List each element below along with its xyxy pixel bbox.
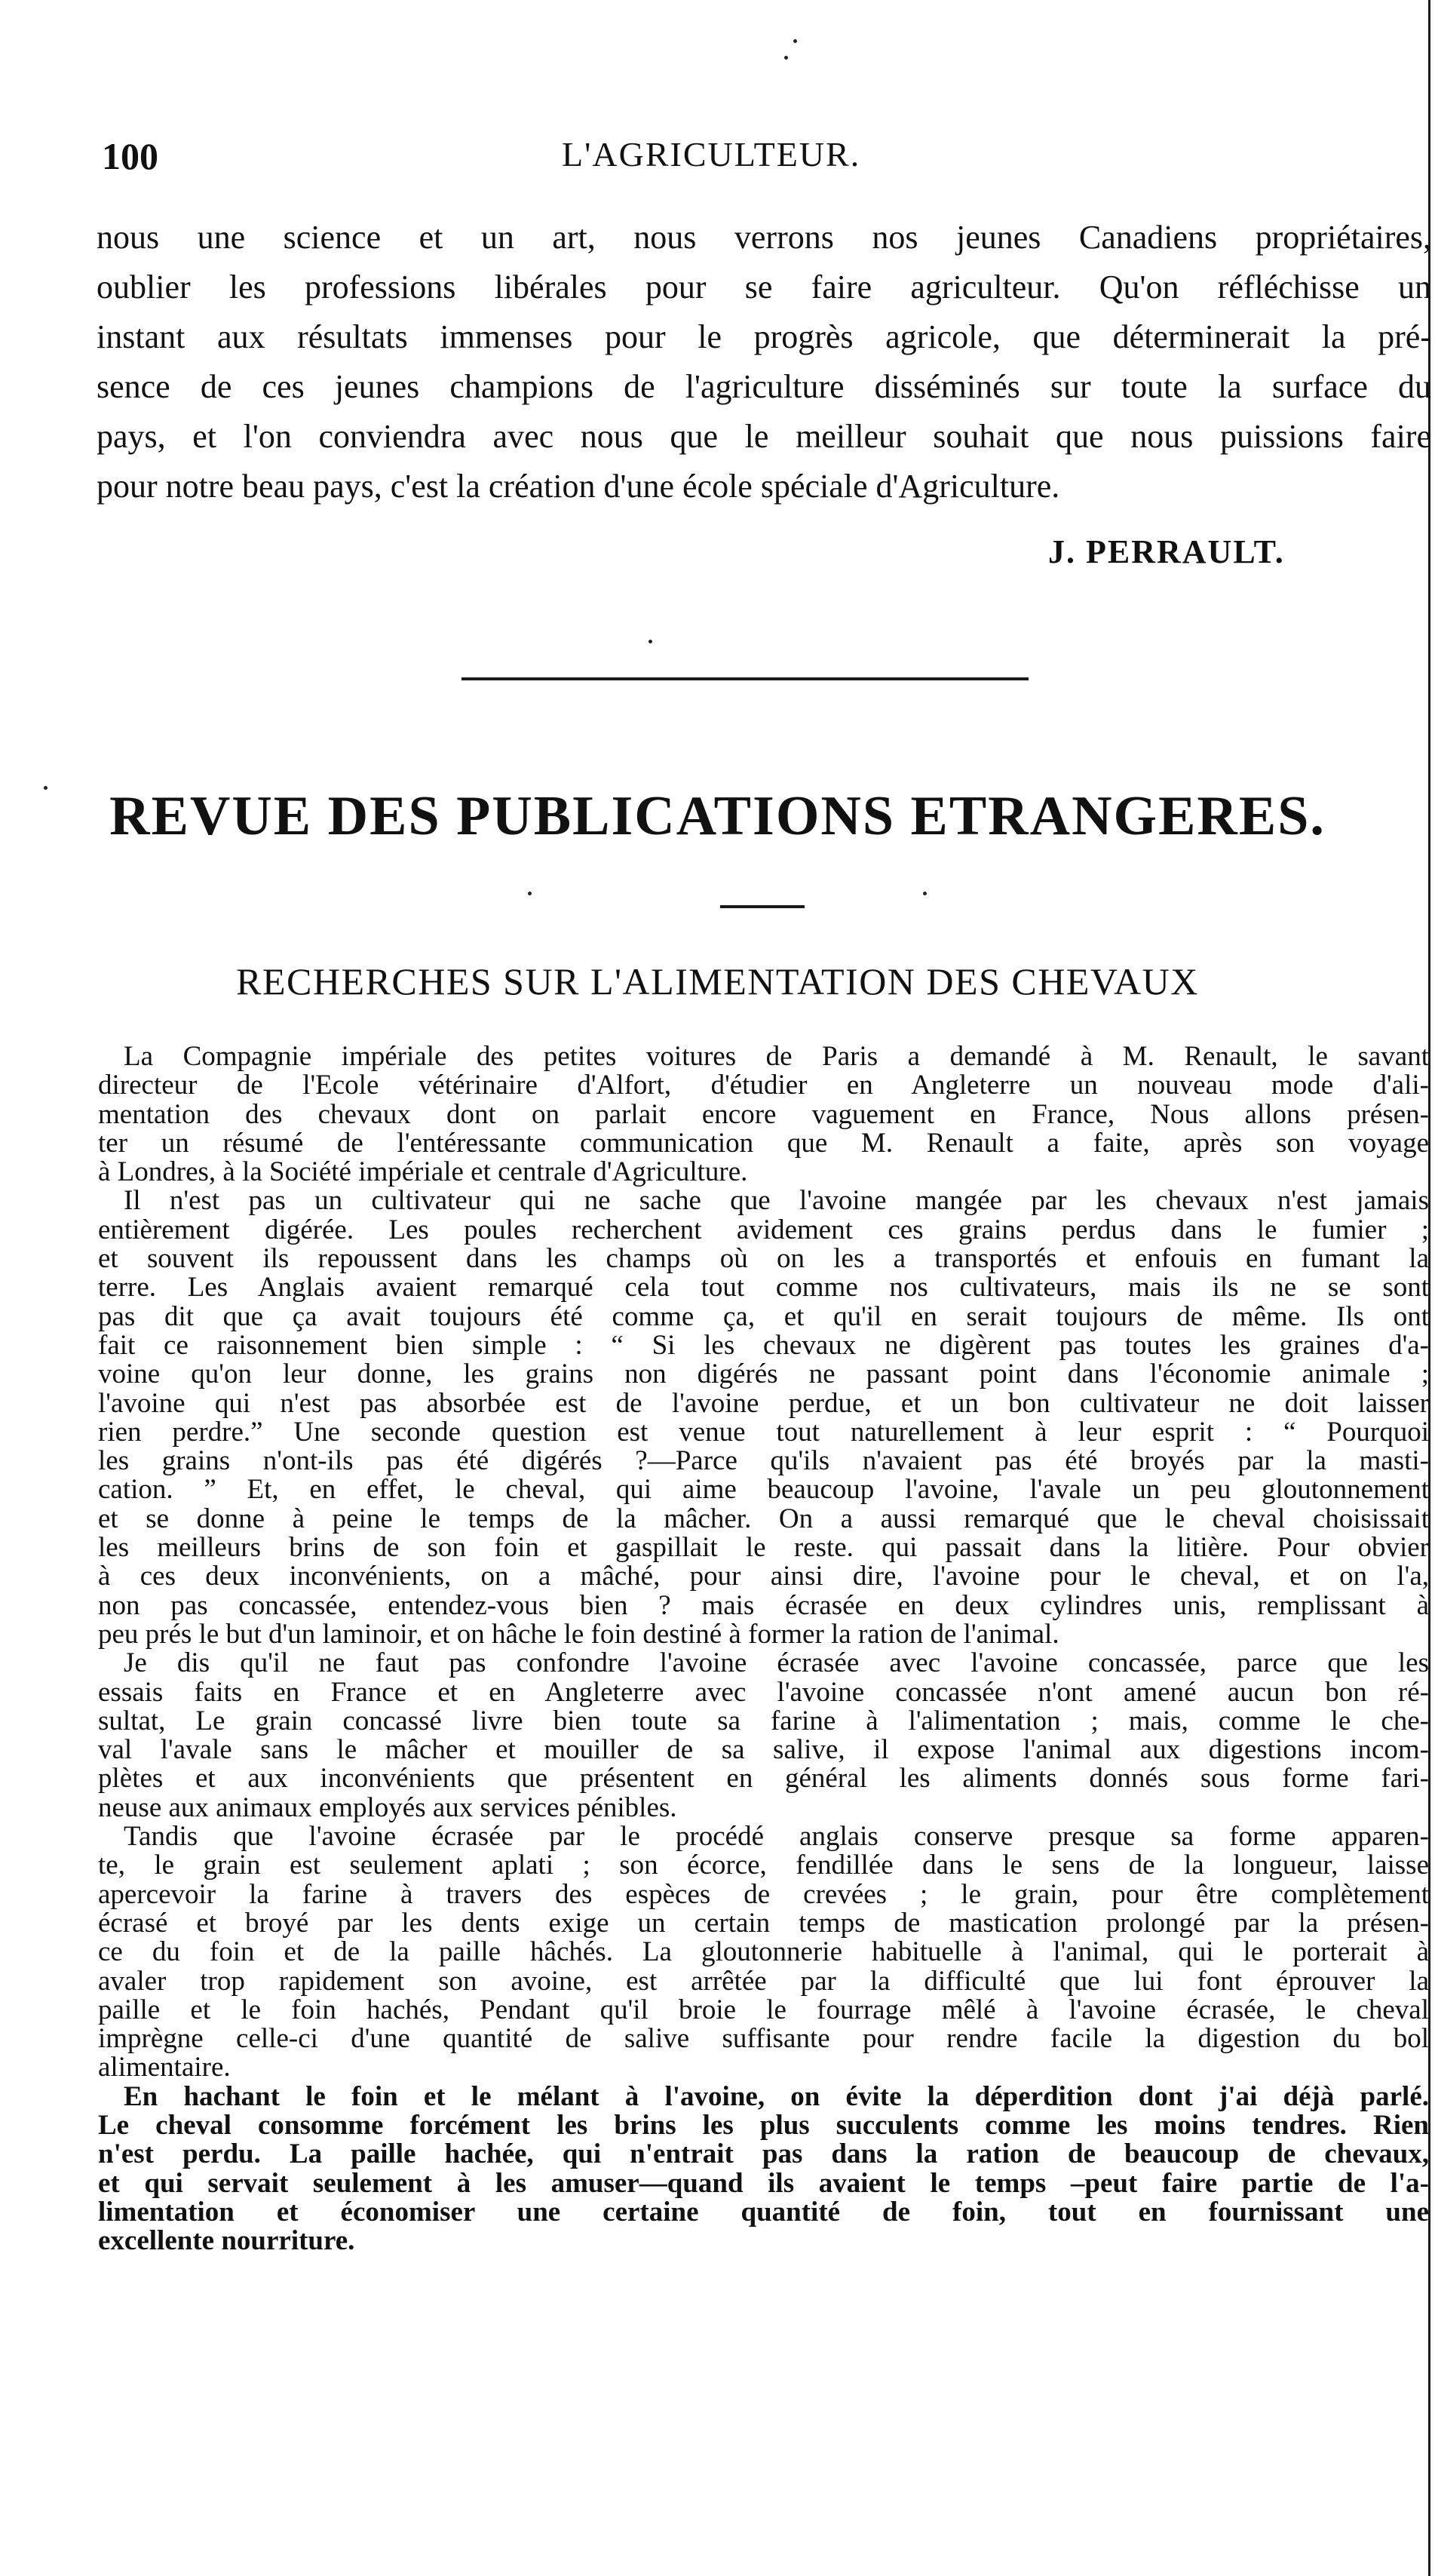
paragraph	[98, 2080, 1429, 2257]
text-line: non pas concassée, entendez-vous bien ? mais écrasée en deux cylindres unis, remplissant à	[98, 1589, 1429, 1621]
article-body	[98, 1042, 1429, 2255]
text-line: ce du foin et de la paille hâchés. La gloutonnerie habituelle à l'animal, qui le porterait à	[98, 1936, 1429, 1968]
text-line: nous une science et un art, nous verrons nos jeunes Canadiens propriétaires,	[97, 219, 1431, 256]
text-line: excellente nourriture.	[98, 2225, 355, 2257]
text-line: les meilleurs brins de son foin et gaspillait le reste. qui passait dans la litière. Pour obvier	[98, 1532, 1429, 1564]
print-speck	[784, 56, 788, 60]
print-speck	[649, 640, 652, 643]
text-line: apercevoir la farine à travers des espèces de crevées ; le grain, pour être complètement	[98, 1878, 1429, 1910]
text-line: les grains n'ont-ils pas été digérés ?—Parce qu'ils n'avaient pas été broyés par la masti-	[98, 1445, 1429, 1477]
text-line: Il n'est pas un cultivateur qui ne sache que l'avoine mangée par les chevaux n'est jamais	[124, 1185, 1429, 1217]
text-line: Tandis que l'avoine écrasée par le procédé anglais conserve presque sa forme apparen-	[124, 1821, 1429, 1853]
journal-title: L'AGRICULTEUR.	[562, 135, 861, 173]
paragraph	[98, 1649, 1429, 1822]
paragraph	[98, 1822, 1429, 2083]
text-line: écrasé et broyé par les dents exige un certain temps de mastication prolongé par la présen-	[98, 1907, 1429, 1939]
text-line: pays, et l'on conviendra avec nous que le meilleur souhait que nous puissions faire	[97, 418, 1431, 455]
text-line: avaler trop rapidement son avoine, est arrêtée par la difficulté que lui font éprouver la	[98, 1965, 1429, 1997]
paragraph	[98, 1187, 1429, 1649]
text-line: terre. Les Anglais avaient remarqué cela tout comme nos cultivateurs, mais ils ne se sont	[98, 1272, 1429, 1303]
text-line: Le cheval consomme forcément les brins les plus succulents comme les moins tendres. Rien	[98, 2109, 1429, 2141]
text-line: mentation des chevaux dont on parlait encore vaguement en France, Nous allons présen-	[98, 1098, 1429, 1130]
text-line: à ces deux inconvénients, on a mâché, pour ainsi dire, l'avoine pour le cheval, et on l'a,	[98, 1561, 1429, 1592]
text-line: directeur de l'Ecole vétérinaire d'Alfort, d'étudier en Angleterre un nouveau mode d'ali-	[98, 1070, 1429, 1101]
text-line: oublier les professions libérales pour se faire agriculteur. Qu'on réfléchisse un	[97, 269, 1431, 305]
text-line: sence de ces jeunes champions de l'agriculture disséminés sur toute la surface du	[97, 368, 1431, 405]
running-head	[102, 134, 1414, 180]
print-speck	[793, 39, 797, 43]
text-line: La Compagnie impériale des petites voitures de Paris a demandé à M. Renault, le savant	[124, 1041, 1429, 1072]
text-line: limentation et économiser une certaine quantité de foin, tout en fournissant une	[98, 2196, 1429, 2228]
print-speck	[923, 892, 927, 895]
section-separator-rule	[461, 677, 1029, 680]
text-line: peu prés le but d'un laminoir, et on hâche le foin destiné à former la ration de l'animal.	[98, 1618, 1059, 1650]
text-line: et souvent ils repoussent dans les champs où on les a transportés et enfouis en fumant la	[98, 1243, 1429, 1275]
text-line: cation. ” Et, en effet, le cheval, qui aime beaucoup l'avoine, l'avale un peu gloutonnement	[98, 1474, 1429, 1506]
text-line: et qui servait seulement à les amuser—quand ils avaient le temps –peut faire partie de l'a-	[98, 2167, 1429, 2199]
text-line: Je dis qu'il ne faut pas confondre l'avoine écrasée avec l'avoine concassée, parce que les	[124, 1647, 1429, 1679]
section-title: REVUE DES PUBLICATIONS ETRANGERES.	[109, 785, 1326, 847]
text-line: essais faits en France et en Angleterre avec l'avoine concassée n'ont amené aucun bon ré-	[98, 1676, 1429, 1708]
article-title: RECHERCHES SUR L'ALIMENTATION DES CHEVAUX	[236, 960, 1199, 1002]
text-line: ter un résumé de l'entéressante communication que M. Renault a faite, après son voyage	[98, 1127, 1429, 1159]
page-number: 100	[102, 135, 158, 177]
text-line: n'est perdu. La paille hachée, qui n'entrait pas dans la ration de beaucoup de chevaux,	[98, 2138, 1429, 2170]
text-line: sultat, Le grain concassé livre bien toute sa farine à l'alimentation ; mais, comme le che-	[98, 1705, 1429, 1736]
author-signature: J. PERRAULT.	[1048, 533, 1285, 570]
text-line: alimentaire.	[98, 2052, 231, 2083]
previous-article-ending	[97, 213, 1431, 511]
paragraph	[98, 1042, 1429, 1187]
text-line: En hachant le foin et le mélant à l'avoine, on évite la déperdition dont j'ai déjà parlé.	[124, 2080, 1429, 2112]
text-line: te, le grain est seulement aplati ; son écorce, fendillée dans le sens de la longueur, laisse	[98, 1850, 1429, 1881]
text-line: paille et le foin hachés, Pendant qu'il broie le fourrage mêlé à l'avoine écrasée, le cheval	[98, 1994, 1429, 2025]
text-line: et se donne à peine le temps de la mâcher. On a aussi remarqué que le cheval choisissait	[98, 1503, 1429, 1534]
text-line: pas dit que ça avait toujours été comme ça, et qu'il en serait toujours de même. Ils ont	[98, 1300, 1429, 1332]
text-line: rien perdre.” Une seconde question est venue tout naturellement à leur esprit : “ Pourquoi	[98, 1416, 1429, 1448]
print-speck	[528, 892, 532, 895]
text-line: l'avoine qui n'est pas absorbée est de l'avoine perdue, et un bon cultivateur ne doit laisser	[98, 1387, 1429, 1419]
text-line: instant aux résultats immenses pour le progrès agricole, que déterminerait la pré-	[97, 318, 1431, 355]
text-line: entièrement digérée. Les poules recherchent avidement ces grains perdus dans le fumier ;	[98, 1214, 1429, 1245]
text-line: voine qu'on leur donne, les grains non digérés ne passant point dans l'économie animale ;	[98, 1359, 1429, 1390]
title-rule	[720, 905, 805, 908]
text-line: pour notre beau pays, c'est la création d'une école spéciale d'Agriculture.	[97, 468, 1060, 505]
text-line: imprègne celle-ci d'une quantité de salive suffisante pour rendre facile la digestion du bol	[98, 2023, 1429, 2055]
text-line: fait ce raisonnement bien simple : “ Si les chevaux ne digèrent pas toutes les graines d'a-	[98, 1329, 1429, 1361]
text-line: neuse aux animaux employés aux services pénibles.	[98, 1792, 677, 1823]
text-line: plètes et aux inconvénients que présentent en général les aliments donnés sous forme fari-	[98, 1763, 1429, 1795]
text-line: val l'avale sans le mâcher et mouiller de sa salive, il expose l'animal aux digestions incom-	[98, 1734, 1429, 1766]
text-line: à Londres, à la Société impériale et centrale d'Agriculture.	[98, 1156, 748, 1188]
